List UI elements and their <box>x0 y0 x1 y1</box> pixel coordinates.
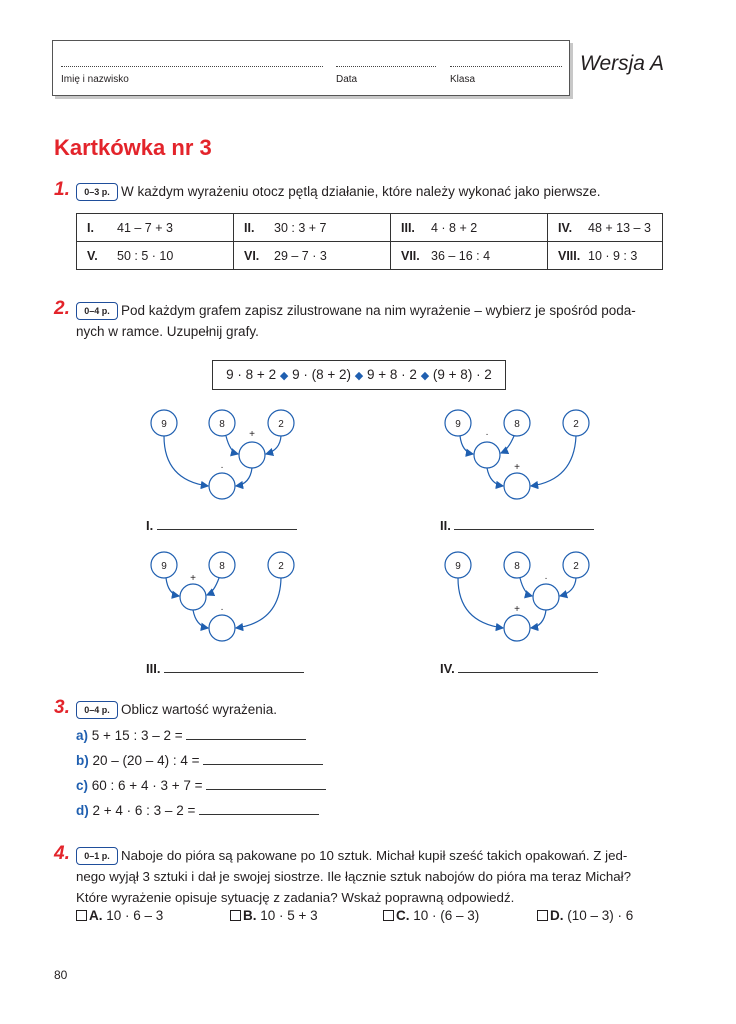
q3-instruction: Oblicz wartość wyrażenia. <box>121 702 278 717</box>
graph-node-label: 2 <box>573 561 579 572</box>
checkbox-icon[interactable] <box>76 910 87 921</box>
graph-operator: + <box>190 573 196 584</box>
q1-number: 1. <box>54 179 70 200</box>
q3-item-d: d) 2 + 4 · 6 : 3 – 2 = <box>76 800 319 822</box>
graph-node-label: 2 <box>278 561 284 572</box>
answer-line[interactable] <box>454 517 594 530</box>
option-expression: (9 + 8) · 2 <box>432 367 492 382</box>
expression-cell[interactable]: II. 30 : 3 + 7 <box>234 214 391 242</box>
graph-node-label: 8 <box>514 561 520 572</box>
graph-1-answer: I. <box>146 517 297 533</box>
graph-3-answer: III. <box>146 660 304 676</box>
q4-number: 4. <box>54 843 70 864</box>
answer-line[interactable] <box>199 802 319 815</box>
graph-node-label: 2 <box>278 419 284 430</box>
graph-operator: · <box>220 462 224 473</box>
q3-item-a: a) 5 + 15 : 3 – 2 = <box>76 725 306 747</box>
graph-2-answer: II. <box>440 517 594 533</box>
diamond-separator-icon: ◆ <box>354 370 364 382</box>
q3-item-b: b) 20 – (20 – 4) : 4 = <box>76 750 323 772</box>
graph-operator: · <box>485 429 489 440</box>
q4-text-line1: Naboje do pióra są pakowane po 10 sztuk. Michał kupił sześć takich opakowań. Z jed- <box>121 848 628 863</box>
answer-line[interactable] <box>458 660 598 673</box>
class-label: Klasa <box>450 74 476 85</box>
graph-result-node[interactable] <box>533 584 559 610</box>
expression-cell[interactable]: VI. 29 – 7 · 3 <box>234 242 391 270</box>
q3-number: 3. <box>54 697 70 718</box>
answer-option-a[interactable]: A. 10 · 6 – 3 <box>76 905 163 927</box>
version-label: Wersja A <box>580 52 665 75</box>
answer-line[interactable] <box>203 752 323 765</box>
q2-instruction-line1: Pod każdym grafem zapisz zilustrowane na nim wyrażenie – wybierz je spośród poda- <box>121 303 636 318</box>
graph-node-label: 9 <box>161 561 167 572</box>
graph-result-node[interactable] <box>239 442 265 468</box>
option-expression: 9 · (8 + 2) <box>292 367 351 382</box>
answer-line[interactable] <box>157 517 297 530</box>
graph-node-label: 9 <box>455 419 461 430</box>
expression-cell[interactable]: III. 4 · 8 + 2 <box>391 214 548 242</box>
graph-node-label: 9 <box>161 419 167 430</box>
expression-cell[interactable]: VIII. 10 · 9 : 3 <box>548 242 663 270</box>
answer-line[interactable] <box>164 660 304 673</box>
q4-text-line3: Które wyrażenie opisuje sytuację z zadania? Wskaż poprawną odpowiedź. <box>76 890 515 905</box>
page-title: Kartkówka nr 3 <box>54 135 212 160</box>
graph-operator: + <box>514 462 520 473</box>
graph-operator: · <box>220 604 224 615</box>
expression-cell[interactable]: I. 41 – 7 + 3 <box>77 214 234 242</box>
q3-points-badge: 0–4 p. <box>76 701 118 719</box>
graph-node-label: 8 <box>219 419 225 430</box>
answer-option-b[interactable]: B. 10 · 5 + 3 <box>230 905 318 927</box>
graph-node-label: 8 <box>514 419 520 430</box>
graph-operator: · <box>544 573 548 584</box>
q1-points-badge: 0–3 p. <box>76 183 118 201</box>
graph-result-node[interactable] <box>180 584 206 610</box>
expression-cell[interactable]: VII. 36 – 16 : 4 <box>391 242 548 270</box>
expression-cell[interactable]: V. 50 : 5 · 10 <box>77 242 234 270</box>
expression-cell[interactable]: IV. 48 + 13 – 3 <box>548 214 663 242</box>
graph-result-node[interactable] <box>209 615 235 641</box>
date-label: Data <box>336 74 358 85</box>
graph-result-node[interactable] <box>504 615 530 641</box>
q2-instruction-line2: nych w ramce. Uzupełnij grafy. <box>76 324 259 339</box>
answer-option-c[interactable]: C. 10 · (6 – 3) <box>383 905 479 927</box>
answer-line[interactable] <box>206 777 326 790</box>
q4-points-badge: 0–1 p. <box>76 847 118 865</box>
diamond-separator-icon: ◆ <box>279 370 289 382</box>
option-expression: 9 · 8 + 2 <box>226 367 277 382</box>
checkbox-icon[interactable] <box>383 910 394 921</box>
graph-node-label: 8 <box>219 561 225 572</box>
graph-result-node[interactable] <box>504 473 530 499</box>
answer-option-d[interactable]: D. (10 – 3) · 6 <box>537 905 633 927</box>
q4-text-line2: nego wyjął 3 sztuki i dał je swojej siostrze. Ile łącznie sztuk nabojów do pióra ma teraz Michał? <box>76 869 632 884</box>
diamond-separator-icon: ◆ <box>420 370 430 382</box>
graph-node-label: 9 <box>455 561 461 572</box>
graph-4-answer: IV. <box>440 660 598 676</box>
q1-instruction: W każdym wyrażeniu otocz pętlą działanie, które należy wykonać jako pierwsze. <box>121 184 601 199</box>
q2-number: 2. <box>54 298 70 319</box>
checkbox-icon[interactable] <box>537 910 548 921</box>
graph-result-node[interactable] <box>209 473 235 499</box>
graph-result-node[interactable] <box>474 442 500 468</box>
graph-operator: + <box>249 429 255 440</box>
graph-operator: + <box>514 604 520 615</box>
graph-node-label: 2 <box>573 419 579 430</box>
q2-points-badge: 0–4 p. <box>76 302 118 320</box>
answer-line[interactable] <box>186 727 306 740</box>
checkbox-icon[interactable] <box>230 910 241 921</box>
q3-item-c: c) 60 : 6 + 4 · 3 + 7 = <box>76 775 326 797</box>
page-number: 80 <box>54 968 68 982</box>
name-label: Imię i nazwisko <box>61 74 129 85</box>
option-expression: 9 + 8 · 2 <box>367 367 417 382</box>
